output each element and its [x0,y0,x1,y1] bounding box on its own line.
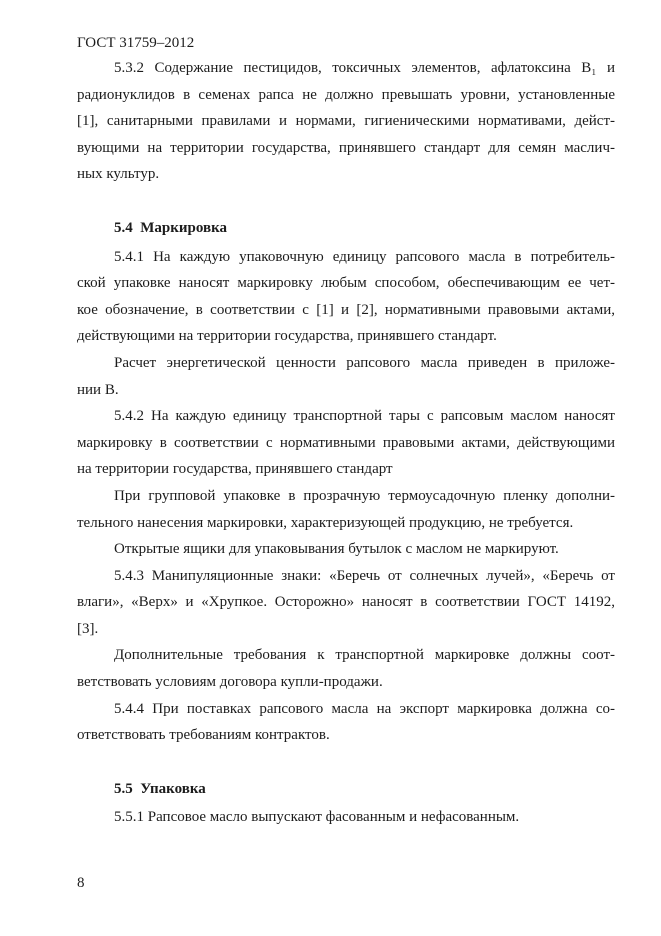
text-line: радионуклидов в семенах рапса не должно превышать уровни, установленные [77,86,615,103]
text-line: тельного нанесения маркировки, характеризующей продукцию, не требуется. [77,514,574,531]
paragraph [77,350,615,403]
text-line: [1], санитарными правилами и нормами, гигиеническими нормативами, дейст- [77,113,615,130]
text-line: Дополнительные требования к транспортной маркировке должны соот- [114,647,615,664]
text-line: вующими на территории государства, принявшего стандарт для семян маслич- [77,139,615,156]
text-line: 5.5 Упаковка [114,780,206,797]
text-line: При групповой упаковке в прозрачную термоусадочную пленку дополни- [114,487,615,504]
text-line: 5.4.1 На каждую упаковочную единицу рапсового масла в потребитель- [114,248,615,265]
text-line: влаги», «Верх» и «Хрупкое. Осторожно» наносят в соответствии ГОСТ 14192, [77,594,615,611]
section-heading [77,215,615,242]
text-line: кое обозначение, в соответствии с [1] и [2], нормативными правовыми актами, [77,301,615,318]
text-line: 5.3.2 Содержание пестицидов, токсичных элементов, афлатоксина В₁ и [114,60,615,76]
text-line: ской упаковке наносят маркировку любым способом, обеспечивающим ее чет- [77,275,615,292]
section-heading [77,776,615,803]
text-line: [3]. [77,620,99,637]
paragraph [77,244,615,350]
document-body [77,55,615,831]
paragraph [77,55,615,188]
text-line: 5.4.3 Манипуляционные знаки: «Беречь от солнечных лучей», «Беречь от [114,567,615,584]
paragraph [77,696,615,749]
paragraph [77,483,615,536]
standard-code-header: ГОСТ 31759–2012 [77,35,195,51]
paragraph [77,403,615,483]
text-line: 5.4.4 При поставках рапсового масла на экспорт маркировка должна со- [114,700,615,717]
text-line: ных культур. [77,166,160,183]
page-number: 8 [77,875,85,891]
text-line: ветствовать условиям договора купли-продажи. [77,674,383,691]
text-line: 5.4.2 На каждую единицу транспортной тары с рапсовым маслом наносят [114,408,615,425]
text-line: нии В. [77,381,119,398]
text-line: Расчет энергетической ценности рапсового масла приведен в приложе- [114,354,615,371]
text-line: на территории государства, принявшего стандарт [77,461,393,478]
text-line: Открытые ящики для упаковывания бутылок с маслом не маркируют. [114,541,559,558]
text-line: маркировку в соответствии с нормативными правовыми актами, действующими [77,434,615,451]
paragraph [77,642,615,695]
text-line: ответствовать требованиям контрактов. [77,727,330,744]
text-line: действующими на территории государства, принявшего стандарт. [77,328,497,345]
text-line: 5.4 Маркировка [114,219,228,236]
paragraph [77,804,615,831]
paragraph [77,563,615,643]
text-line: 5.5.1 Рапсовое масло выпускают фасованным и нефасованным. [114,809,520,826]
paragraph [77,536,615,563]
